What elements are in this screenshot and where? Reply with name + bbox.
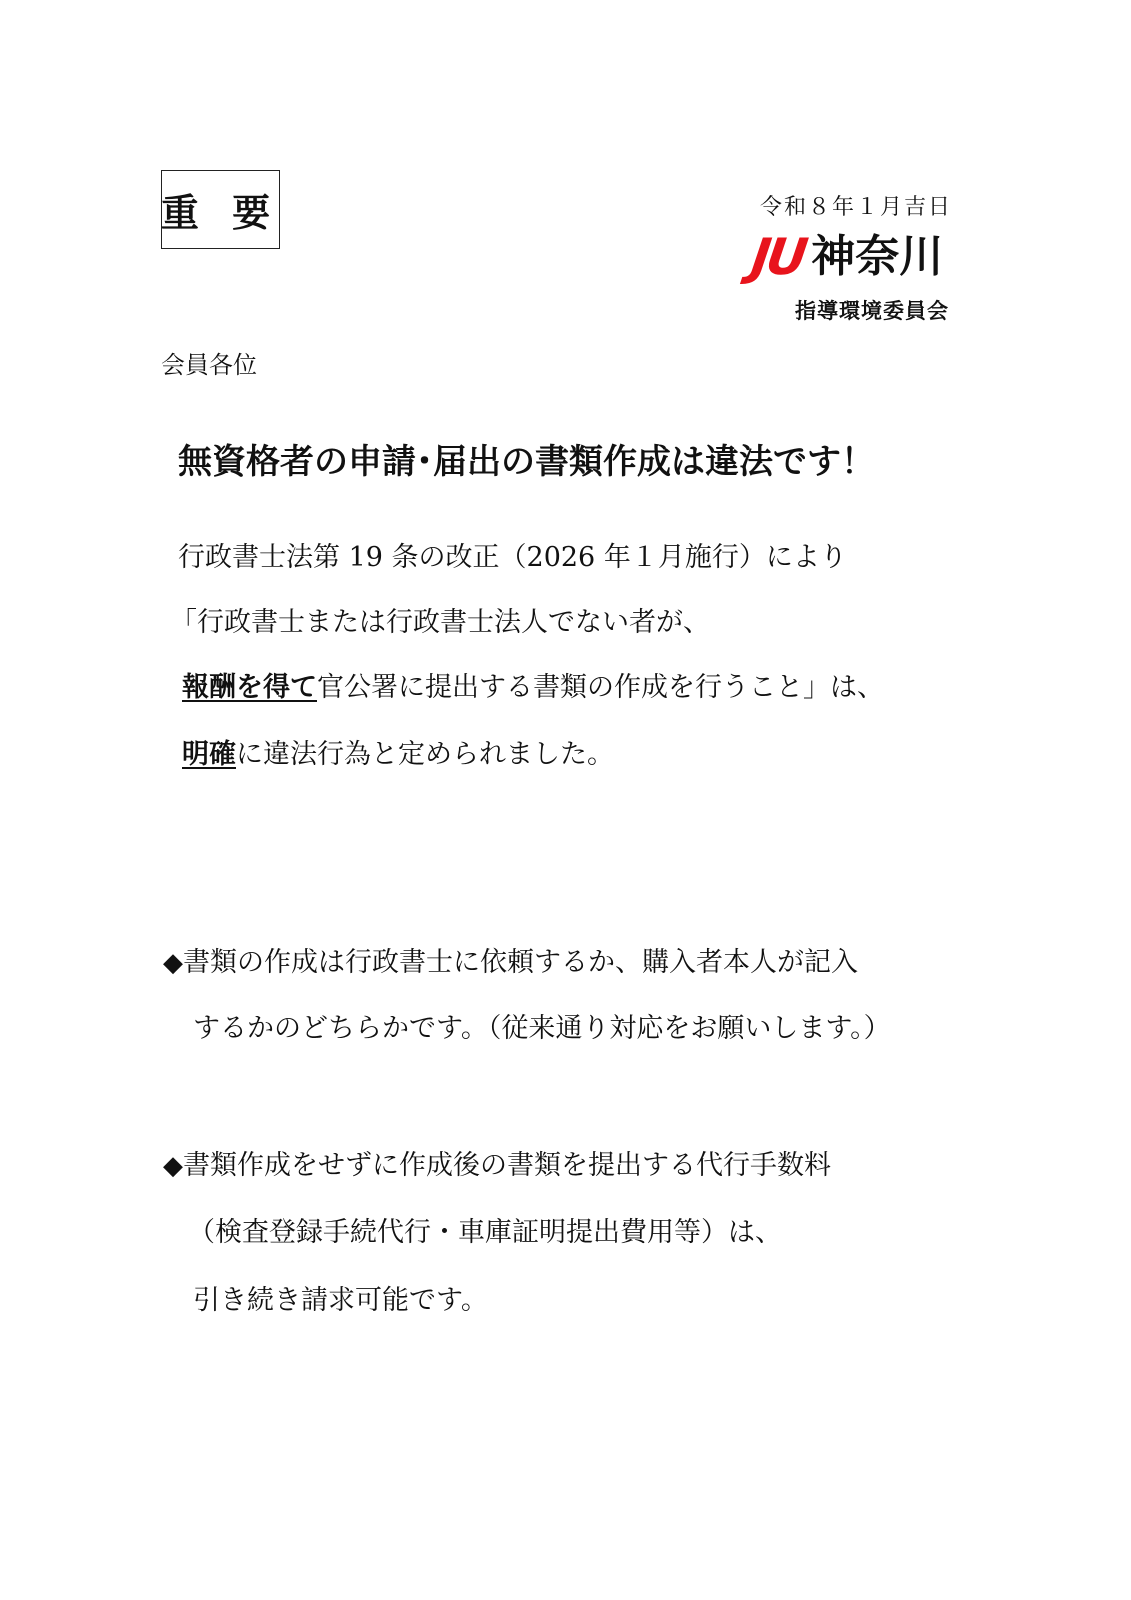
logo-region-name: 神奈川 xyxy=(811,231,944,282)
bullet-2-line-2: （検査登録手続代行・車庫証明提出費用等）は、 xyxy=(188,1217,782,1248)
body-line-4 xyxy=(182,732,614,771)
bullet-2-line-3: 引き続き請求可能です。 xyxy=(193,1285,488,1316)
bullet-2-text-1: 書類作成をせずに作成後の書類を提出する代行手数料 xyxy=(183,1150,831,1181)
body-line-3 xyxy=(182,665,884,704)
emphasis-clearly: 明確 xyxy=(182,739,236,770)
committee-name: 指導環境委員会 xyxy=(795,299,949,323)
salutation: 会員各位 xyxy=(161,351,257,379)
important-badge xyxy=(161,170,280,249)
notice-headline: 無資格者の申請･届出の書類作成は違法です！ xyxy=(178,442,875,482)
bullet-2-line-1 xyxy=(163,1143,831,1182)
diamond-icon: ◆ xyxy=(163,1151,183,1181)
body-line-4-rest: に違法行為と定められました。 xyxy=(236,739,614,770)
ju-logo-mark: JU xyxy=(747,228,808,286)
diamond-icon: ◆ xyxy=(163,948,183,978)
bullet-1-line-1 xyxy=(163,940,858,979)
emphasis-paid: 報酬を得て xyxy=(182,672,317,703)
body-line-3-rest: 官公署に提出する書類の作成を行うこと」は、 xyxy=(317,672,884,703)
bullet-1-text-1: 書類の作成は行政書士に依頼するか、購入者本人が記入 xyxy=(183,947,858,978)
ju-kanagawa-logo xyxy=(747,228,944,286)
important-badge-label: 重 要 xyxy=(160,191,281,235)
body-line-1: 行政書士法第 19 条の改正（2026 年１月施行）により xyxy=(178,542,847,573)
bullet-1-line-2: するかのどちらかです。（従来通り対応をお願いします。） xyxy=(193,1013,891,1044)
issue-date: 令和８年１月吉日 xyxy=(760,195,953,220)
body-line-2: 「行政書士または行政書士法人でない者が、 xyxy=(170,607,710,638)
